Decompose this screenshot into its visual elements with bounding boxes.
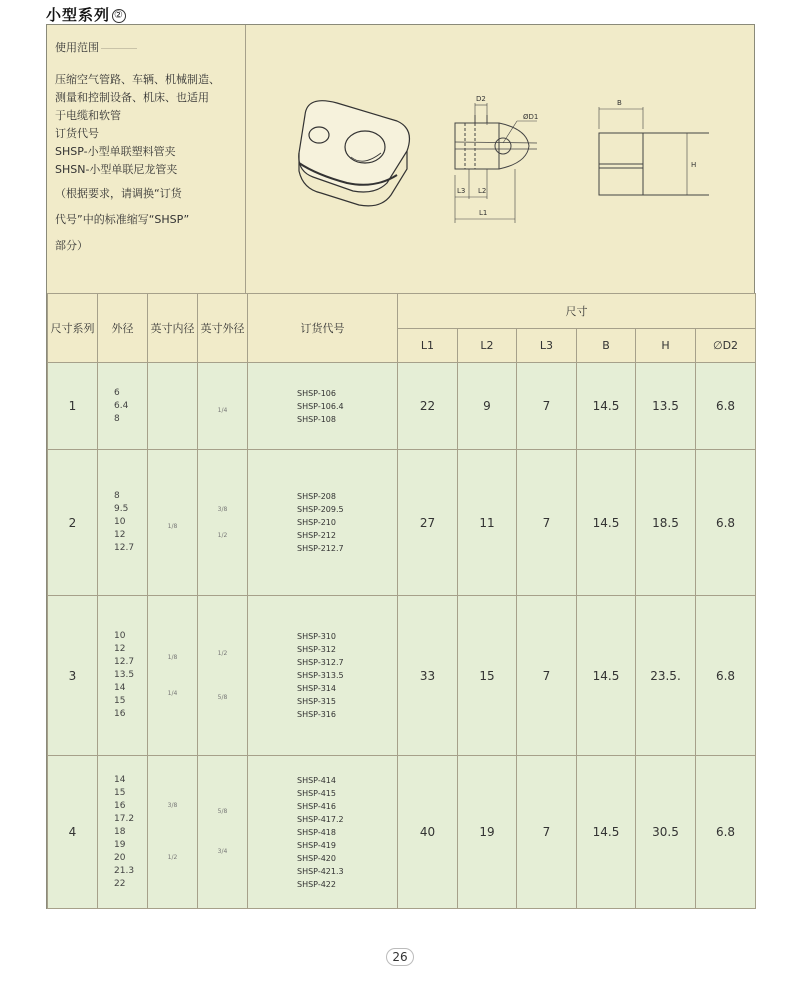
od-value: 18 <box>114 826 126 837</box>
order-code: SHSP-310 <box>297 632 336 641</box>
order-code: SHSP-312.7 <box>297 658 344 667</box>
od-value: 8 <box>114 491 120 501</box>
inch-od-value: 5/8 <box>217 693 228 701</box>
inch-id-cell <box>148 756 198 909</box>
od-value: 19 <box>114 839 126 850</box>
table-row <box>48 363 756 450</box>
usage-line: 压缩空气管路、车辆、机械制造、 <box>55 73 220 86</box>
od-value: 9.5 <box>114 504 129 514</box>
inch-od-value: 1/4 <box>217 406 228 414</box>
l1-label: L1 <box>479 209 488 217</box>
order-code: SHSP-212 <box>297 531 336 540</box>
header-h: H <box>636 329 696 363</box>
table-row <box>48 596 756 756</box>
dim-l1: 27 <box>398 450 458 596</box>
intro-panel <box>47 25 246 293</box>
order-code: SHSP-209.5 <box>297 505 344 514</box>
clamp-drawing-svg <box>247 25 755 293</box>
od-cell <box>98 363 148 450</box>
inch-od-value: 1/2 <box>217 649 228 657</box>
page-title-number: ② <box>112 9 126 23</box>
b-label: B <box>617 99 622 107</box>
dim-d2: 6.8 <box>696 450 756 596</box>
inch-od-value: 3/8 <box>217 505 228 513</box>
inch-id-cell <box>148 450 198 596</box>
order-code: SHSP-212.7 <box>297 544 344 553</box>
inch-id-value: 3/8 <box>167 802 178 809</box>
header-order-code: 订货代号 <box>248 294 398 363</box>
d1-label: ØD1 <box>523 113 539 121</box>
inch-od-cell <box>198 756 248 909</box>
inch-od-value: 1/2 <box>217 531 228 539</box>
dim-b: 14.5 <box>577 756 636 909</box>
order-code: SHSP-313.5 <box>297 671 344 680</box>
order-code: SHSP-314 <box>297 684 336 693</box>
header-dimensions: 尺寸 <box>398 294 756 329</box>
page-number: 26 <box>386 948 414 966</box>
series-cell: 1 <box>48 363 98 450</box>
order-code: SHSP-421.3 <box>297 866 344 876</box>
order-code: SHSP-416 <box>297 801 336 811</box>
dim-l1: 40 <box>398 756 458 909</box>
dim-l3: 7 <box>517 596 577 756</box>
od-value: 22 <box>114 878 126 889</box>
note-line: 部分） <box>55 239 88 252</box>
technical-drawing <box>247 25 755 293</box>
order-code: SHSP-422 <box>297 879 336 889</box>
dim-l2: 9 <box>458 363 517 450</box>
series-cell: 2 <box>48 450 98 596</box>
order-code: SHSP-419 <box>297 840 336 850</box>
l2-label: L2 <box>478 187 487 195</box>
order-code: SHSP-418 <box>297 827 336 837</box>
order-code: SHSP-208 <box>297 492 336 501</box>
od-value: 15 <box>114 787 126 798</box>
order-code: SHSP-415 <box>297 788 336 798</box>
clamp-front-view <box>455 103 537 223</box>
dim-h: 23.5. <box>636 596 696 756</box>
od-value: 12.7 <box>114 657 135 667</box>
page-title-text: 小型系列 <box>46 6 111 24</box>
page-title <box>46 4 126 25</box>
dim-b: 14.5 <box>577 363 636 450</box>
inch-id-cell <box>148 596 198 756</box>
l3-label: L3 <box>457 187 466 195</box>
dim-l2: 11 <box>458 450 517 596</box>
inch-od-cell <box>198 450 248 596</box>
od-value: 10 <box>114 631 126 641</box>
usage-line: 测量和控制设备、机床、也适用 <box>55 91 209 104</box>
header-b: B <box>577 329 636 363</box>
inch-od-value: 3/4 <box>217 848 228 855</box>
order-code-cell <box>248 450 398 596</box>
header-l3: L3 <box>517 329 577 363</box>
order-code: SHSP-210 <box>297 518 336 527</box>
order-note <box>55 181 245 259</box>
order-code: SHSP-312 <box>297 645 336 654</box>
order-code-cell <box>248 596 398 756</box>
inch-id-value: 1/8 <box>167 523 178 530</box>
dim-l2: 15 <box>458 596 517 756</box>
inch-id-value: 1/8 <box>167 653 178 661</box>
table-row <box>48 756 756 909</box>
header-d2: ∅D2 <box>696 329 756 363</box>
header-od: 外径 <box>98 294 148 363</box>
order-code: SHSP-106 <box>297 388 336 398</box>
dim-b: 14.5 <box>577 450 636 596</box>
header-inch-id: 英寸内径 <box>148 294 198 363</box>
order-code: SHSP-106.4 <box>297 401 344 411</box>
header-inch-od: 英寸外径 <box>198 294 248 363</box>
order-code-line: SHSP-小型单联塑料管夹 <box>55 145 176 158</box>
od-value: 13.5 <box>114 670 135 680</box>
dim-l1: 33 <box>398 596 458 756</box>
dim-h: 18.5 <box>636 450 696 596</box>
h-label: H <box>691 161 697 169</box>
od-value: 12 <box>114 644 126 654</box>
od-value: 16 <box>114 709 126 719</box>
header-l2: L2 <box>458 329 517 363</box>
od-value: 20 <box>114 852 126 863</box>
od-value: 6.4 <box>114 400 129 411</box>
header-l1: L1 <box>398 329 458 363</box>
spec-table <box>47 293 756 909</box>
usage-title: 使用范围 <box>55 39 245 57</box>
dim-b: 14.5 <box>577 596 636 756</box>
od-value: 10 <box>114 517 126 527</box>
dim-d2: 6.8 <box>696 756 756 909</box>
dim-l3: 7 <box>517 363 577 450</box>
od-value: 14 <box>114 683 126 693</box>
inch-od-value: 5/8 <box>217 808 228 815</box>
order-code-title: 订货代号 <box>55 127 99 140</box>
dim-d2: 6.8 <box>696 596 756 756</box>
series-cell: 3 <box>48 596 98 756</box>
od-value: 16 <box>114 800 126 811</box>
spec-sheet <box>46 24 755 909</box>
inch-od-cell <box>198 363 248 450</box>
od-value: 15 <box>114 696 126 706</box>
order-code-line: SHSN-小型单联尼龙管夹 <box>55 163 178 176</box>
od-cell <box>98 756 148 909</box>
clamp-isometric-image <box>299 101 410 206</box>
order-code: SHSP-414 <box>297 775 336 785</box>
usage-line: 于电缆和软管 <box>55 109 121 122</box>
table-row <box>48 450 756 596</box>
dim-h: 30.5 <box>636 756 696 909</box>
dim-d2: 6.8 <box>696 363 756 450</box>
inch-id-value: 1/4 <box>167 689 178 697</box>
od-value: 6 <box>114 387 120 398</box>
clamp-side-view <box>599 107 709 195</box>
order-code: SHSP-108 <box>297 414 336 424</box>
inch-id-value: 1/2 <box>167 854 178 861</box>
order-code: SHSP-420 <box>297 853 336 863</box>
od-value: 8 <box>114 413 120 424</box>
order-code-cell <box>248 363 398 450</box>
order-code-cell <box>248 756 398 909</box>
dim-l2: 19 <box>458 756 517 909</box>
od-value: 14 <box>114 774 126 785</box>
od-cell <box>98 596 148 756</box>
dim-l3: 7 <box>517 756 577 909</box>
inch-id-cell <box>148 363 198 450</box>
dim-l3: 7 <box>517 450 577 596</box>
series-cell: 4 <box>48 756 98 909</box>
d2-label: D2 <box>476 95 486 103</box>
inch-od-cell <box>198 596 248 756</box>
od-value: 17.2 <box>114 813 135 824</box>
order-code: SHSP-316 <box>297 710 336 719</box>
note-line: 代号”中的标准缩写“SHSP” <box>55 213 190 226</box>
dim-h: 13.5 <box>636 363 696 450</box>
od-value: 12 <box>114 530 126 540</box>
od-cell <box>98 450 148 596</box>
dim-l1: 22 <box>398 363 458 450</box>
order-code: SHSP-315 <box>297 697 336 706</box>
note-line: （根据要求，请调换“订货 <box>55 187 182 200</box>
od-value: 21.3 <box>114 865 135 876</box>
header-series: 尺寸系列 <box>48 294 98 363</box>
order-code: SHSP-417.2 <box>297 814 344 824</box>
od-value: 12.7 <box>114 543 135 553</box>
